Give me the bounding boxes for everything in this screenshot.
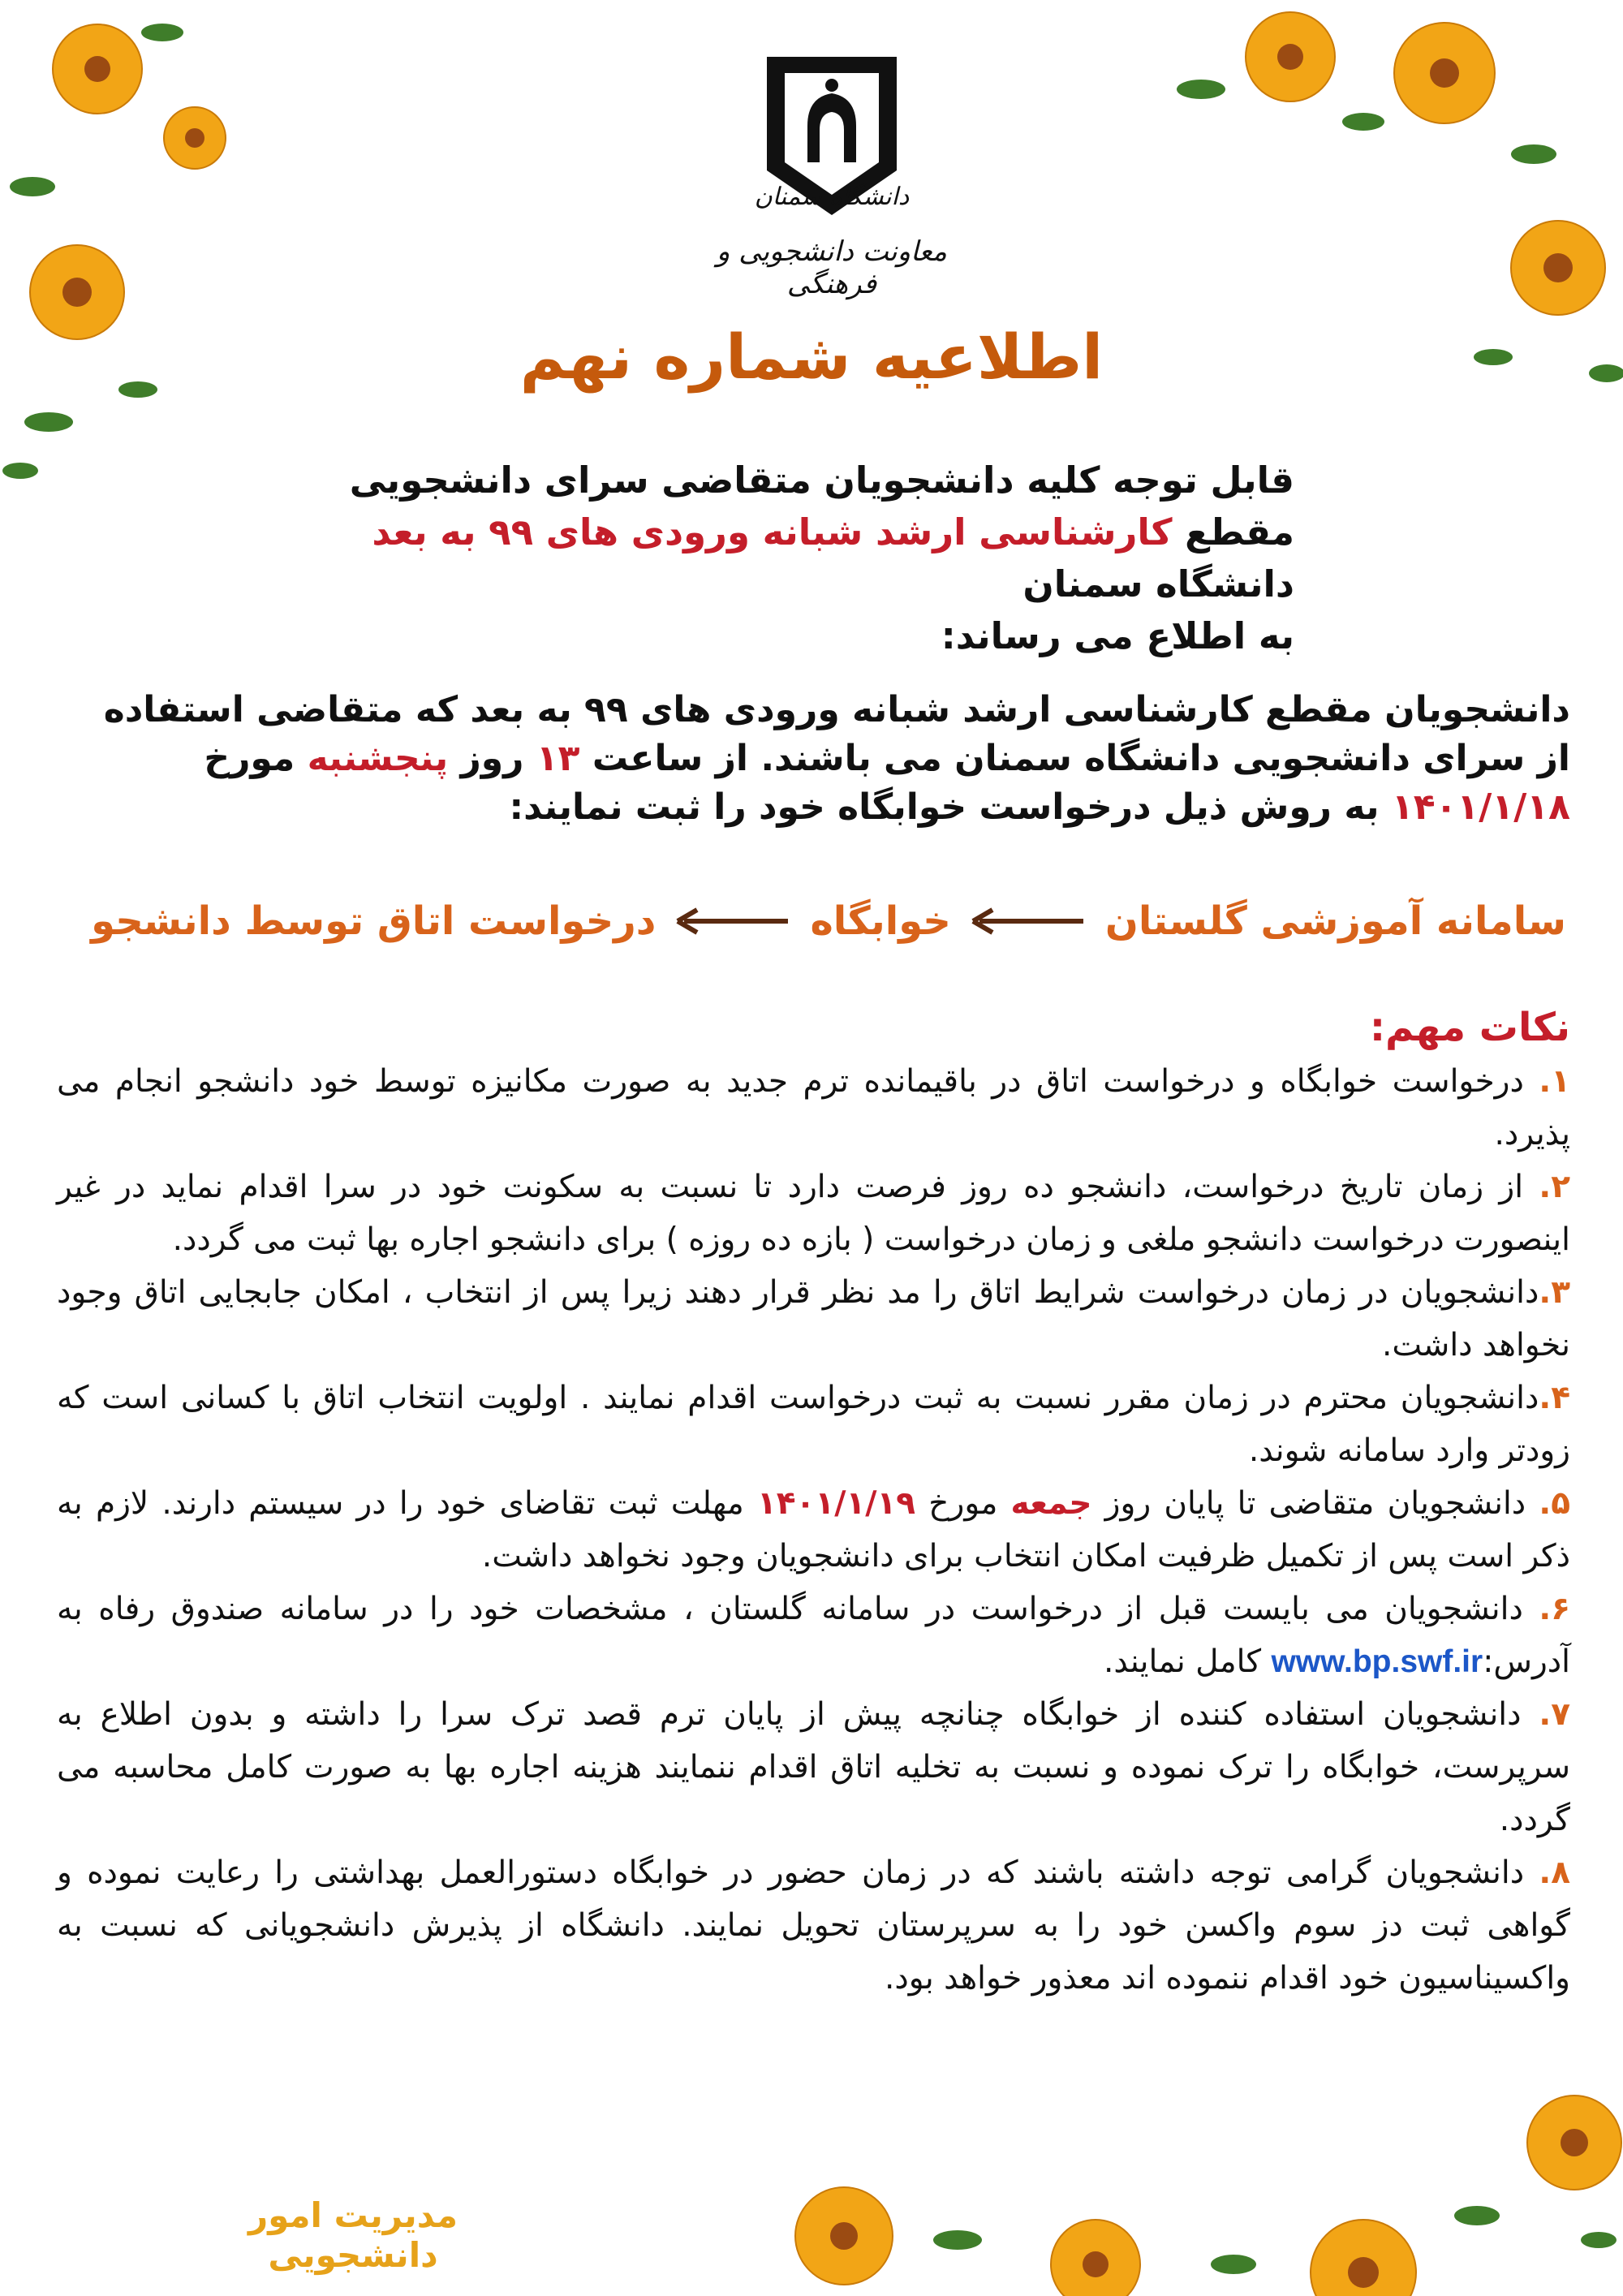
- note-text: دانشجویان گرامی توجه داشته باشند که در زمان حضور در خوابگاه دستورالعمل بهداشتی را رعایت نموده و گواهی ثبت دز سوم واکسن خود را به سرپرستان تحویل نمایند. دانشگاه از پذیرش دانشجویانی که نسبت به واکسیناسیون خود اقدام ننموده اند معذور خواهد بود.: [57, 1854, 1570, 1997]
- intro-line-1: قابل توجه کلیه دانشجویان متقاضی سرای دانشجویی: [349, 459, 1294, 502]
- flower-decoration-bottom: [747, 2078, 1623, 2296]
- paragraph-text-4: به روش ذیل درخواست خوابگاه خود را ثبت نمایند:: [509, 786, 1392, 828]
- note-item: [57, 1055, 1570, 1161]
- paragraph-text-2: روز: [448, 738, 536, 779]
- notes-title: نکات مهم:: [1369, 1005, 1570, 1050]
- note-text: دانشجویان می بایست قبل از درخواست در سامانه گلستان ، مشخصات خود را در سامانه صندوق رفاه به آدرس:: [57, 1591, 1570, 1680]
- logo-university-name: دانشگاه سمنان: [754, 183, 910, 211]
- paragraph-day: پنجشنبه: [307, 738, 449, 779]
- announcement-title: اطلاعیه شماره نهم: [519, 321, 1104, 393]
- intro-line-2-suffix: دانشگاه سمنان: [1022, 562, 1294, 605]
- logo-department-name: معاونت دانشجویی و فرهنگی: [717, 235, 947, 300]
- path-step-3: درخواست اتاق توسط دانشجو: [91, 898, 657, 944]
- note-text: کامل نمایند.: [1104, 1643, 1272, 1680]
- note-text: از زمان تاریخ درخواست، دانشجو ده روز فرصت دارد تا نسبت به سکونت خود در سرا اقدام نماید در غیر اینصورت درخواست دانشجو ملغی و زمان درخواست ( بازه ده روزه ) برای دانشجو اجاره بها ثبت می گردد.: [57, 1169, 1570, 1258]
- paragraph-hour: ۱۳: [536, 738, 580, 779]
- note-date: ۱۴۰۱/۱/۱۹: [757, 1485, 916, 1522]
- note-number: ۳.: [1539, 1274, 1570, 1311]
- footer-signature: مدیریت امور دانشجویی: [248, 2195, 458, 2275]
- arrow-left-icon: [971, 905, 1085, 937]
- path-step-2: خوابگاه: [810, 898, 951, 944]
- note-text: دانشجویان استفاده کننده از خوابگاه چنانچه پیش از پایان ترم قصد ترک سرا را داشته و بدون اطلاع به سرپرست، خوابگاه را ترک نموده و نسبت به تخلیه اتاق اقدام ننمایند هزینه اجاره بها به صورت کامل محاسبه می گردد.: [57, 1696, 1570, 1838]
- note-text: مورخ: [915, 1485, 1011, 1522]
- note-text: دانشجویان در زمان درخواست شرایط اتاق را مد نظر قرار دهند زیرا پس از انتخاب ، امکان جابجایی اتاق وجود نخواهد داشت.: [57, 1274, 1570, 1363]
- flower-decoration-top-left: [0, 0, 268, 503]
- paragraph-date: ۱۴۰۱/۱/۱۸: [1391, 786, 1570, 828]
- note-text: دانشجویان محترم در زمان مقرر نسبت به ثبت درخواست اقدام نمایند . اولویت انتخاب اتاق با کسانی است که زودتر وارد سامانه شوند.: [57, 1380, 1570, 1469]
- note-item: [57, 1846, 1570, 2005]
- note-item: [57, 1161, 1570, 1266]
- welfare-fund-link[interactable]: www.bp.swf.ir: [1271, 1644, 1483, 1679]
- note-day: جمعه: [1010, 1485, 1092, 1522]
- note-item: [57, 1688, 1570, 1846]
- note-number: ۲.: [1539, 1169, 1570, 1205]
- note-number: ۱.: [1539, 1063, 1570, 1100]
- notes-list: [57, 1055, 1570, 2005]
- intro-line-3: به اطلاع می رساند:: [941, 614, 1294, 657]
- intro-highlight: کارشناسی ارشد شبانه ورودی های ۹۹ به بعد: [372, 510, 1173, 554]
- note-number: ۴.: [1539, 1380, 1570, 1416]
- note-text: درخواست خوابگاه و درخواست اتاق در باقیمانده ترم جدید به صورت مکانیزه توسط خود دانشجو انجام می پذیرد.: [57, 1063, 1570, 1152]
- note-number: ۵.: [1539, 1485, 1570, 1522]
- intro-line-2: [239, 506, 1294, 610]
- note-number: ۷.: [1539, 1696, 1570, 1733]
- note-text: دانشجویان متقاضی تا پایان روز: [1091, 1485, 1539, 1522]
- main-paragraph: [61, 686, 1570, 832]
- note-number: ۸.: [1539, 1854, 1570, 1891]
- note-number: ۶.: [1539, 1591, 1570, 1627]
- note-item: [57, 1583, 1570, 1688]
- intro-block: [239, 454, 1294, 662]
- arrow-left-icon: [676, 905, 790, 937]
- note-item: [57, 1372, 1570, 1477]
- note-text: مهلت ثبت تقاضای خود را در سیستم دارند. لازم به ذکر است پس از تکمیل ظرفیت امکان انتخاب برای دانشجویان وجود نخواهد داشت.: [57, 1485, 1570, 1574]
- path-step-1: سامانه آموزشی گلستان: [1104, 898, 1566, 944]
- paragraph-text-3: مورخ: [204, 738, 308, 779]
- note-item: [57, 1477, 1570, 1583]
- paragraph-text-1: دانشجویان مقطع کارشناسی ارشد شبانه ورودی های ۹۹ به بعد که متقاضی استفاده از سرای دانشجویی دانشگاه سمنان می باشند. از ساعت: [103, 689, 1570, 779]
- navigation-path: [65, 893, 1566, 950]
- intro-line-2-prefix: مقطع: [1172, 510, 1294, 554]
- note-item: [57, 1266, 1570, 1372]
